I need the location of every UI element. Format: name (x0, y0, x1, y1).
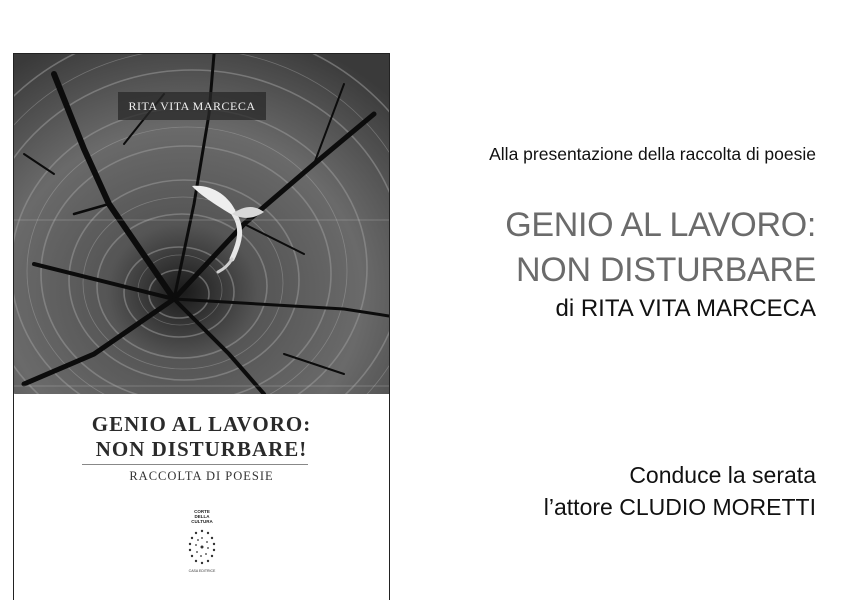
cover-title-line2: NON DISTURBARE! (95, 437, 308, 461)
byline-prefix: di (555, 295, 575, 322)
publisher-foot: CASA EDITRICE (188, 569, 216, 573)
invite-title-line2: NON DISTURBARE (516, 251, 816, 289)
book-cover (13, 53, 390, 600)
cover-divider (82, 464, 308, 465)
invite-byline (555, 295, 816, 323)
publisher-name-3: CULTURA (191, 519, 213, 524)
host-line2: l’attore CLUDIO MORETTI (543, 494, 816, 520)
publisher-name-1: CORTE (194, 509, 210, 514)
invite-title-line1: GENIO AL LAVORO: (505, 206, 816, 244)
publisher-name-2: DELLA (194, 514, 210, 519)
byline-author: RITA VITA MARCECA (580, 295, 816, 322)
cover-title-line1: GENIO AL LAVORO: (91, 412, 312, 436)
cover-author: RITA VITA MARCECA (128, 98, 256, 113)
cover-photo (14, 54, 389, 394)
cover-author-band (118, 92, 266, 120)
publisher-logo (177, 509, 227, 599)
invite-intro: Alla presentazione della raccolta di poesie (489, 144, 816, 164)
publisher-emblem-icon (187, 527, 217, 567)
cover-subtitle: RACCOLTA DI POESIE (129, 469, 274, 483)
host-line1: Conduce la serata (629, 462, 816, 488)
